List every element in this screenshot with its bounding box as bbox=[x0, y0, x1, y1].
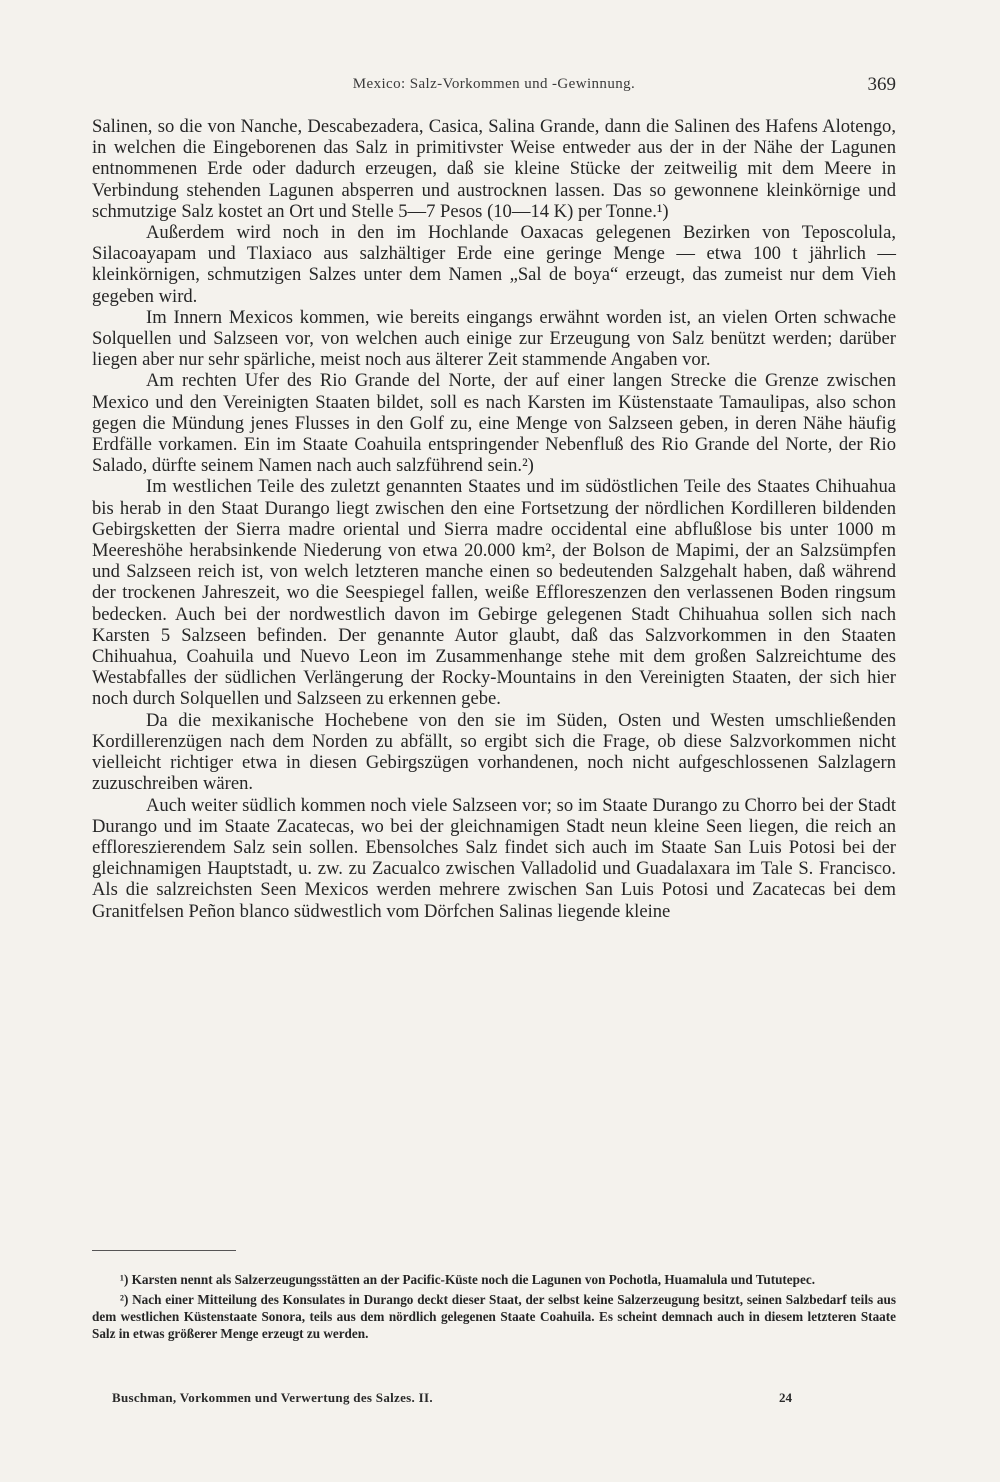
paragraph: Im Innern Mexicos kommen, wie bereits eingangs erwähnt worden ist, an vielen Orten schwache Solquellen und Salzseen vor, von welchen auch einige zur Erzeugung von Salz benützt werden; darüber liegen aber nur sehr spärliche, meist noch aus älterer Zeit stammende Angaben vor. bbox=[92, 306, 896, 371]
footer-source: Buschman, Vorkommen und Verwertung des Salzes. II. bbox=[112, 1390, 433, 1405]
paragraph: Da die mexikanische Hochebene von den sie im Süden, Osten und Westen umschließenden Kordillerenzügen nach dem Norden zu abfällt, so ergibt sich die Frage, ob diese Salzvorkommen nicht vielleicht richtiger etwa in diesen Gebirgszügen vorhandenen, noch nicht aufgeschlossenen Salzlagern zuzuschreiben wären. bbox=[92, 709, 896, 795]
footer-signature: 24 bbox=[779, 1390, 792, 1405]
page-header bbox=[92, 76, 896, 102]
footnotes bbox=[92, 1271, 896, 1345]
paragraph: Im westlichen Teile des zuletzt genannten Staates und im südöstlichen Teile des Staates Chihuahua bis herab in den Staat Durango liegt zwischen den eine Fortsetzung der nördlichen Kordilleren bildenden Gebirgsketten der Sierra madre oriental und Sierra madre occidental eine abflußlose bis unter 1000 m Meereshöhe herabsinkende Niederung von etwa 20.000 km², der Bolson de Mapimi, der an Salzsümpfen und Salzseen reich ist, von welch letzteren manche einen so bedeutenden Salzgehalt haben, daß während der trockenen Jahreszeit, wo die Seespiegel fallen, weiße Effloreszenzen den verlassenen Boden ringsum bedecken. Auch bei der nordwestlich davon im Gebirge gelegenen Stadt Chihuahua sollen sich nach Karsten 5 Salzseen befinden. Der genannte Autor glaubt, daß das Salzvorkommen in den Staaten Chihuahua, Coahuila und Nuevo Leon im Zusammenhange stehe mit dem großen Salzreichtume des Westabfalles der südlichen Verlängerung der Rocky-Mountains in den Vereinigten Staaten, der sich hier noch durch Solquellen und Salzseen zu erkennen gebe. bbox=[92, 476, 896, 710]
page-footer bbox=[92, 1390, 896, 1410]
paragraph: Auch weiter südlich kommen noch viele Salzseen vor; so im Staate Durango zu Chorro bei der Stadt Durango und im Staate Zacatecas, wo bei der gleichnamigen Stadt neun kleine Seen liegen, die reich an effloreszierendem Salz sein sollen. Ebensolches Salz findet sich auch im Staate San Luis Potosi bei der gleichnamigen Hauptstadt, u. zw. zu Zacualco zwischen Valladolid und Guadalaxara im Tale S. Francisco. Als die salzreichsten Seen Mexicos werden mehrere zwischen San Luis Potosi und Zacatecas bei dem Granitfelsen Peñon blanco südwestlich vom Dörfchen Salinas liegende kleine bbox=[92, 794, 896, 922]
paragraph: Am rechten Ufer des Rio Grande del Norte, der auf einer langen Strecke die Grenze zwischen Mexico und den Vereinigten Staaten bildet, soll es nach Karsten im Küstenstaate Tamaulipas, also schon gegen die Mündung jenes Flusses in den Golf zu, eine Menge von Salzseen geben, in deren Nähe häufig Erdfälle vorkamen. Ein im Staate Coahuila entspringender Nebenfluß des Rio Grande del Norte, der Rio Salado, dürfte seinem Namen nach auch salzführend sein.²) bbox=[92, 370, 896, 477]
footnote: ¹) Karsten nennt als Salzerzeugungsstätten an der Pacific-Küste noch die Lagunen von Pochotla, Huamalula und Tututepec. bbox=[120, 1272, 816, 1287]
footnote: ²) Nach einer Mitteilung des Konsulates in Durango deckt dieser Staat, der selbst keine Salzerzeugung besitzt, seinen Salzbedarf teils aus dem westlichen Küstenstaate Sonora, teils aus dem nördlich gelegenen Staate Coahuila. Es scheint demnach auch in diesem letzteren Staate Salz in etwas größerer Menge erzeugt zu werden. bbox=[92, 1292, 896, 1341]
footnote-divider bbox=[92, 1250, 236, 1251]
body-text bbox=[92, 116, 896, 922]
paragraph: Salinen, so die von Nanche, Descabezadera, Casica, Salina Grande, dann die Salinen des Hafens Alotengo, in welchen die Eingeborenen das Salz in primitivster Weise entweder aus der in der Nähe der Lagunen entnommenen Erde oder dadurch erzeugen, daß sie kleine Stücke der zeitweilig mit dem Meere in Verbindung stehenden Lagunen absperren und austrocknen lassen. Das so gewonnene kleinkörnige und schmutzige Salz kostet an Ort und Stelle 5—7 Pesos (10—14 K) per Tonne.¹) bbox=[92, 116, 896, 222]
running-title: Mexico: Salz-Vorkommen und -Gewinnung. bbox=[352, 76, 636, 92]
paragraph: Außerdem wird noch in den im Hochlande Oaxacas gelegenen Bezirken von Teposcolula, Silacoayapam und Tlaxiaco aus salzhältiger Erde eine geringe Menge — etwa 100 t jährlich — kleinkörnigen, schmutzigen Salzes unter dem Namen „Sal de boya“ erzeugt, das zumeist nur dem Vieh gegeben wird. bbox=[92, 222, 896, 307]
page-number: 369 bbox=[867, 74, 896, 95]
